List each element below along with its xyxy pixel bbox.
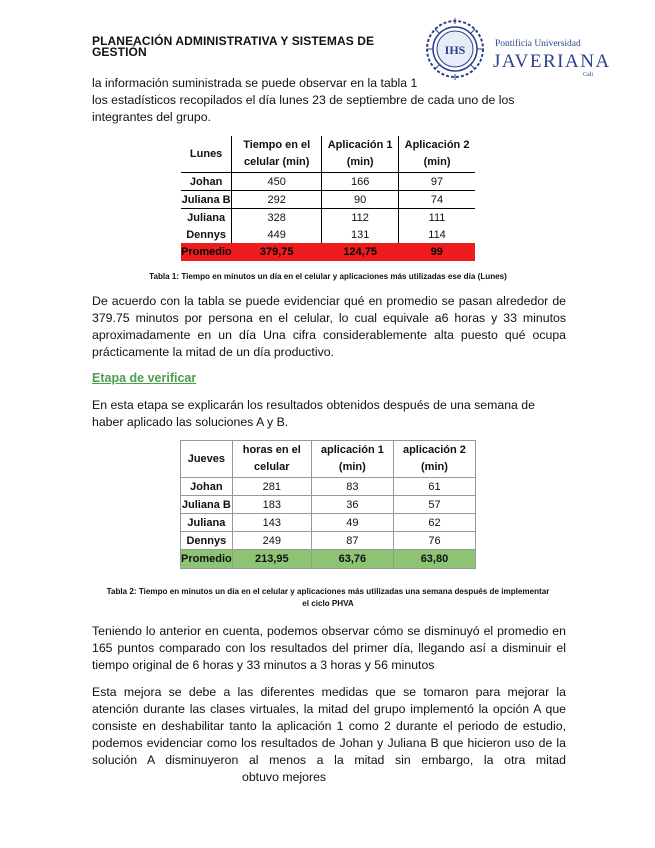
table-row: [181, 173, 475, 191]
table-cell: 36: [311, 496, 393, 514]
intro-paragraph-2: los estadísticos recopilados el día lunes 23 de septiembre de cada uno de los integrantes del grupo.: [92, 93, 515, 124]
table-header-cell: Tiempo en el celular (min): [232, 136, 322, 173]
table-cell: 114: [399, 226, 475, 243]
paragraph-final: [92, 684, 566, 786]
table-cell: 183: [232, 496, 311, 514]
table-row: [181, 514, 476, 532]
table-header-cell: Aplicación 2 (min): [399, 136, 475, 173]
emblem-text: IHS: [444, 43, 466, 57]
table-cell: Promedio: [181, 243, 232, 261]
table-cell: 87: [311, 532, 393, 550]
table-header-row: [181, 136, 475, 173]
table-cell: Juliana: [181, 514, 233, 532]
table-cell: 99: [399, 243, 475, 261]
table-cell: Johan: [181, 478, 233, 496]
table-row: [181, 226, 475, 243]
table-cell: Promedio: [181, 550, 233, 569]
table-cell: 450: [232, 173, 322, 191]
table-cell: Johan: [189, 175, 223, 188]
table-row: [181, 478, 476, 496]
intro-line-1: la información suministrada se puede observar en la tabla 1: [92, 76, 418, 90]
table-header-row: [181, 441, 476, 478]
table-header-cell: aplicación 2 (min): [393, 441, 475, 478]
logo-big-text: JAVERIANA: [493, 51, 611, 72]
table-cell: Juliana: [187, 211, 226, 224]
table-cell: 281: [232, 478, 311, 496]
table-jueves: [180, 440, 476, 569]
table-cell: 328: [232, 209, 322, 227]
table-cell: Juliana B: [181, 496, 233, 514]
table-cell: Dennys: [186, 228, 226, 241]
section-title: Etapa de verificar: [92, 371, 197, 385]
table-cell: 97: [399, 173, 475, 191]
javeriana-logo: [425, 16, 611, 82]
table-cell: 74: [399, 191, 475, 209]
table-row: [181, 496, 476, 514]
table-header-cell: aplicación 1 (min): [311, 441, 393, 478]
table-cell: 112: [322, 209, 399, 227]
table-header-cell: Aplicación 1 (min): [322, 136, 399, 173]
table-1-caption: Tabla 1: Tiempo en minutos un día en el celular y aplicaciones más utilizadas ese día (Lunes): [149, 272, 507, 281]
table-cell: 62: [393, 514, 475, 532]
table-cell: 249: [232, 532, 311, 550]
table-header-cell: horas en el celular: [232, 441, 311, 478]
paragraph-after-table-2: Teniendo lo anterior en cuenta, podemos observar cómo se disminuyó el promedio en 165 puntos comparado con los resultados del primer día, llegando así a disminuir el tiempo original de 6 horas y 33 minutos a 3 horas y 56 minutos: [92, 624, 566, 672]
paragraph-verify: En esta etapa se explicarán los resultados obtenidos después de una semana de haber aplicado las soluciones A y B.: [92, 398, 535, 429]
table-cell: 83: [311, 478, 393, 496]
table-cell: Juliana B: [181, 191, 232, 209]
table-average-row: [181, 550, 476, 569]
table-header-cell: Jueves: [181, 441, 233, 478]
table-cell: 49: [311, 514, 393, 532]
university-emblem-icon: [425, 16, 487, 82]
table-row: [181, 209, 475, 227]
table-cell: 61: [393, 478, 475, 496]
logo-city-text: Cali: [583, 72, 593, 78]
table-2-caption: Tabla 2: Tiempo en minutos un día en el celular y aplicaciones más utilizadas una semana después de implementar el ciclo PHVA: [106, 587, 550, 608]
table-cell: 166: [322, 173, 399, 191]
table-cell: 90: [322, 191, 399, 209]
table-cell: 143: [232, 514, 311, 532]
table-cell: 111: [399, 209, 475, 227]
table-cell: 449: [232, 226, 322, 243]
table-row: [181, 191, 475, 209]
paragraph-final-tail: obtuvo mejores: [242, 770, 327, 784]
header-title: PLANEACIÓN ADMINISTRATIVA Y SISTEMAS DE GESTIÓN: [92, 34, 375, 59]
table-lunes: [181, 136, 475, 261]
table-cell: 63,76: [311, 550, 393, 569]
table-cell: Dennys: [181, 532, 233, 550]
table-cell: 63,80: [393, 550, 475, 569]
logo-small-text: Pontificia Universidad: [495, 39, 581, 49]
table-cell: 292: [232, 191, 322, 209]
paragraph-final-text: Esta mejora se debe a las diferentes medidas que se tomaron para mejorar la atención durante las clases virtuales, la mitad del grupo implementó la opción A que consiste en deshabilitar tanto la aplicación 1 como 2 durante el periodo de estudio, podemos evidenciar como los resultados de Johan y Juliana B que hicieron uso de la solución A disminuyeron al menos a la mitad sin embargo, la otra mitad: [92, 685, 566, 767]
table-header-cell: Lunes: [181, 136, 232, 173]
table-cell: 379,75: [232, 243, 322, 261]
table-row: [181, 532, 476, 550]
table-cell: 213,95: [232, 550, 311, 569]
table-average-row: [181, 243, 475, 261]
table-cell: 57: [393, 496, 475, 514]
paragraph-after-table-1: De acuerdo con la tabla se puede evidenciar qué en promedio se pasan alrededor de 379.75 minutos por persona en el celular, lo cual equivale a6 horas y 33 minutos aproximadamente en un día Una cifra considerablemente alta puesto qué ocupa prácticamente la mitad de un día productivo.: [92, 294, 566, 359]
table-cell: 76: [393, 532, 475, 550]
table-cell: 124,75: [322, 243, 399, 261]
table-cell: 131: [322, 226, 399, 243]
